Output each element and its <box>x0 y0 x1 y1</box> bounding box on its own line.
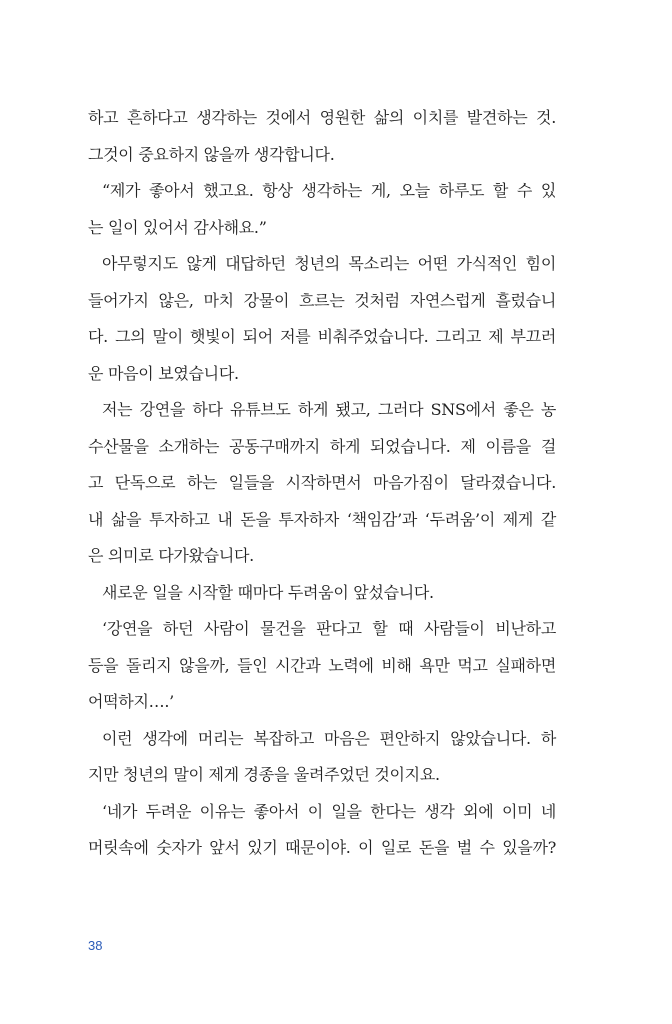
text-line: 다. 그의 말이 햇빛이 되어 저를 비춰주었습니다. 그리고 제 부끄러 <box>88 327 556 346</box>
text-line: 아무렇지도 않게 대답하던 청년의 목소리는 어떤 가식적인 힘이 <box>102 254 556 273</box>
text-line: 새로운 일을 시작할 때마다 두려움이 앞섰습니다. <box>102 582 434 602</box>
text-line: 이런 생각에 머리는 복잡하고 마음은 편안하지 않았습니다. 하 <box>102 728 556 748</box>
text-line: 지만 청년의 말이 제게 경종을 울려주었던 것이지요. <box>88 765 440 784</box>
text-line: ‘강연을 하던 사람이 물건을 판다고 할 때 사람들이 비난하고 <box>102 619 556 638</box>
text-line: 머릿속에 숫자가 앞서 있기 때문이야. 이 일로 돈을 벌 수 있을까? <box>88 838 556 857</box>
text-line: 그것이 중요하지 않을까 생각합니다. <box>88 144 335 164</box>
text-line: 하고 흔하다고 생각하는 것에서 영원한 삶의 이치를 발견하는 것. <box>88 108 556 127</box>
text-line: 들어가지 않은, 마치 강물이 흐르는 것처럼 자연스럽게 흘렀습니 <box>88 290 556 310</box>
text-line: 운 마음이 보였습니다. <box>88 363 239 383</box>
text-line: 저는 강연을 하다 유튜브도 하게 됐고, 그러다 SNS에서 좋은 농 <box>102 400 556 419</box>
page-number: 38 <box>88 938 103 953</box>
text-line: 내 삶을 투자하고 내 돈을 투자하자 ‘책임감’과 ‘두려움’이 제게 같 <box>88 509 556 529</box>
body-text <box>88 100 556 867</box>
text-line: 은 의미로 다가왔습니다. <box>88 546 254 565</box>
text-line: 어떡하지….’ <box>88 692 174 711</box>
text-line: 고 단독으로 하는 일들을 시작하면서 마음가짐이 달라졌습니다. <box>88 473 556 492</box>
text-line: ‘네가 두려운 이유는 좋아서 이 일을 한다는 생각 외에 이미 네 <box>102 801 556 821</box>
text-line: 수산물을 소개하는 공동구매까지 하게 되었습니다. 제 이름을 걸 <box>88 436 556 456</box>
text-line: “제가 좋아서 했고요. 항상 생각하는 게, 오늘 하루도 할 수 있 <box>102 181 556 200</box>
text-line: 는 일이 있어서 감사해요.” <box>88 217 267 237</box>
text-line: 등을 돌리지 않을까, 들인 시간과 노력에 비해 욕만 먹고 실패하면 <box>88 655 556 675</box>
